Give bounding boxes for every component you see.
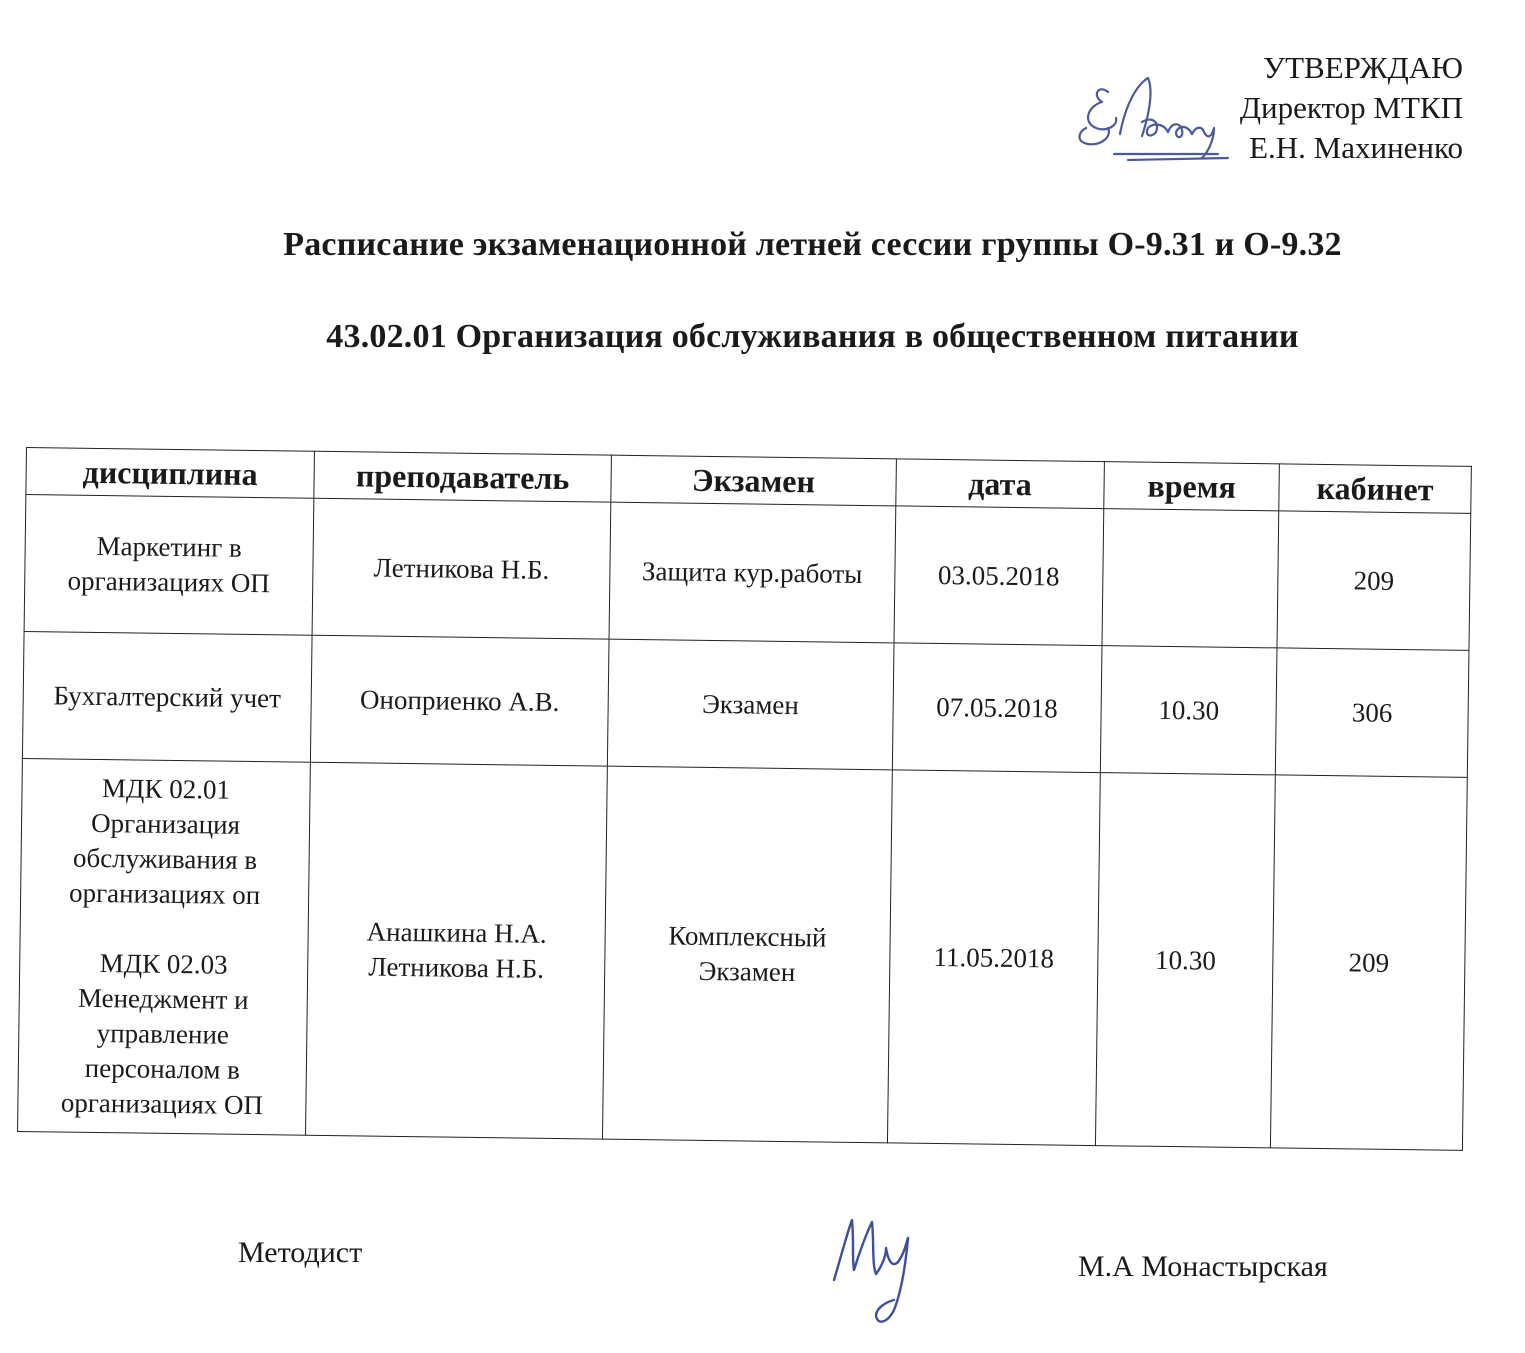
table-row xyxy=(22,631,1469,777)
cell-date: 07.05.2018 xyxy=(892,643,1102,773)
cell-text: организациях ОП xyxy=(60,1087,264,1121)
cell-text: Экзамен xyxy=(698,955,796,988)
header-teacher: преподаватель xyxy=(314,451,612,502)
header-date: дата xyxy=(895,459,1104,509)
cell-text: Защита кур.работы xyxy=(641,555,863,589)
cell-spacer xyxy=(24,910,303,949)
cell-room: 209 xyxy=(1270,775,1467,1150)
cell-text: Маркетинг в xyxy=(96,530,242,563)
cell-text: организациях ОП xyxy=(67,565,270,599)
table-row xyxy=(18,758,1468,1150)
cell-text: Комплексный xyxy=(668,920,827,953)
cell-discipline xyxy=(24,495,314,636)
header-exam: Экзамен xyxy=(611,455,896,506)
approval-name: Е.Н. Махиненко xyxy=(1249,130,1463,165)
approval-block xyxy=(1240,48,1463,168)
header-time: время xyxy=(1104,462,1279,511)
page-subtitle: 43.02.01 Организация обслуживания в общественном питании xyxy=(326,318,1299,355)
cell-text: МДК 02.01 xyxy=(101,773,231,805)
footer-name: М.А Монастырская xyxy=(1078,1250,1328,1283)
cell-text: Организация xyxy=(90,807,241,840)
cell-date: 11.05.2018 xyxy=(887,770,1101,1146)
cell-text: управление xyxy=(96,1017,230,1050)
methodist-signature xyxy=(824,1210,944,1330)
cell-text: Экзамен xyxy=(701,688,800,720)
cell-teacher xyxy=(305,762,607,1139)
cell-text: Анашкина Н.А. xyxy=(366,916,547,949)
cell-exam xyxy=(609,502,895,643)
cell-text: Оноприенко А.В. xyxy=(359,683,560,717)
cell-date: 03.05.2018 xyxy=(894,506,1104,646)
director-signature xyxy=(1068,62,1243,182)
table-row xyxy=(24,495,1471,651)
footer-role: Методист xyxy=(238,1236,363,1269)
header-discipline: дисциплина xyxy=(26,448,315,499)
cell-exam xyxy=(607,639,893,770)
cell-text: Бухгалтерский учет xyxy=(53,679,282,713)
cell-discipline xyxy=(22,631,312,762)
page-title: Расписание экзаменационной летней сессии группы О-9.31 и О-9.32 xyxy=(283,226,1342,263)
cell-text: обслуживания в xyxy=(72,842,258,876)
cell-text: МДК 02.03 xyxy=(99,948,228,980)
approval-position: Директор МТКП xyxy=(1239,90,1463,125)
header-room: кабинет xyxy=(1279,464,1472,514)
cell-room: 209 xyxy=(1277,511,1471,651)
cell-teacher xyxy=(310,635,609,766)
cell-teacher xyxy=(312,498,611,639)
cell-text: персоналом в xyxy=(84,1052,241,1085)
cell-time: 10.30 xyxy=(1101,646,1277,775)
cell-text: Летникова Н.Б. xyxy=(368,951,545,984)
cell-time xyxy=(1102,509,1279,648)
exam-schedule-table xyxy=(17,447,1472,1151)
cell-text: организациях оп xyxy=(68,877,261,911)
cell-discipline xyxy=(18,758,311,1135)
cell-text: Летникова Н.Б. xyxy=(373,552,550,585)
approval-heading: УТВЕРЖДАЮ xyxy=(1263,50,1463,85)
cell-exam xyxy=(603,766,892,1143)
cell-time: 10.30 xyxy=(1096,773,1276,1148)
cell-text: Менеджмент и xyxy=(77,982,249,1015)
cell-room: 306 xyxy=(1275,648,1469,778)
